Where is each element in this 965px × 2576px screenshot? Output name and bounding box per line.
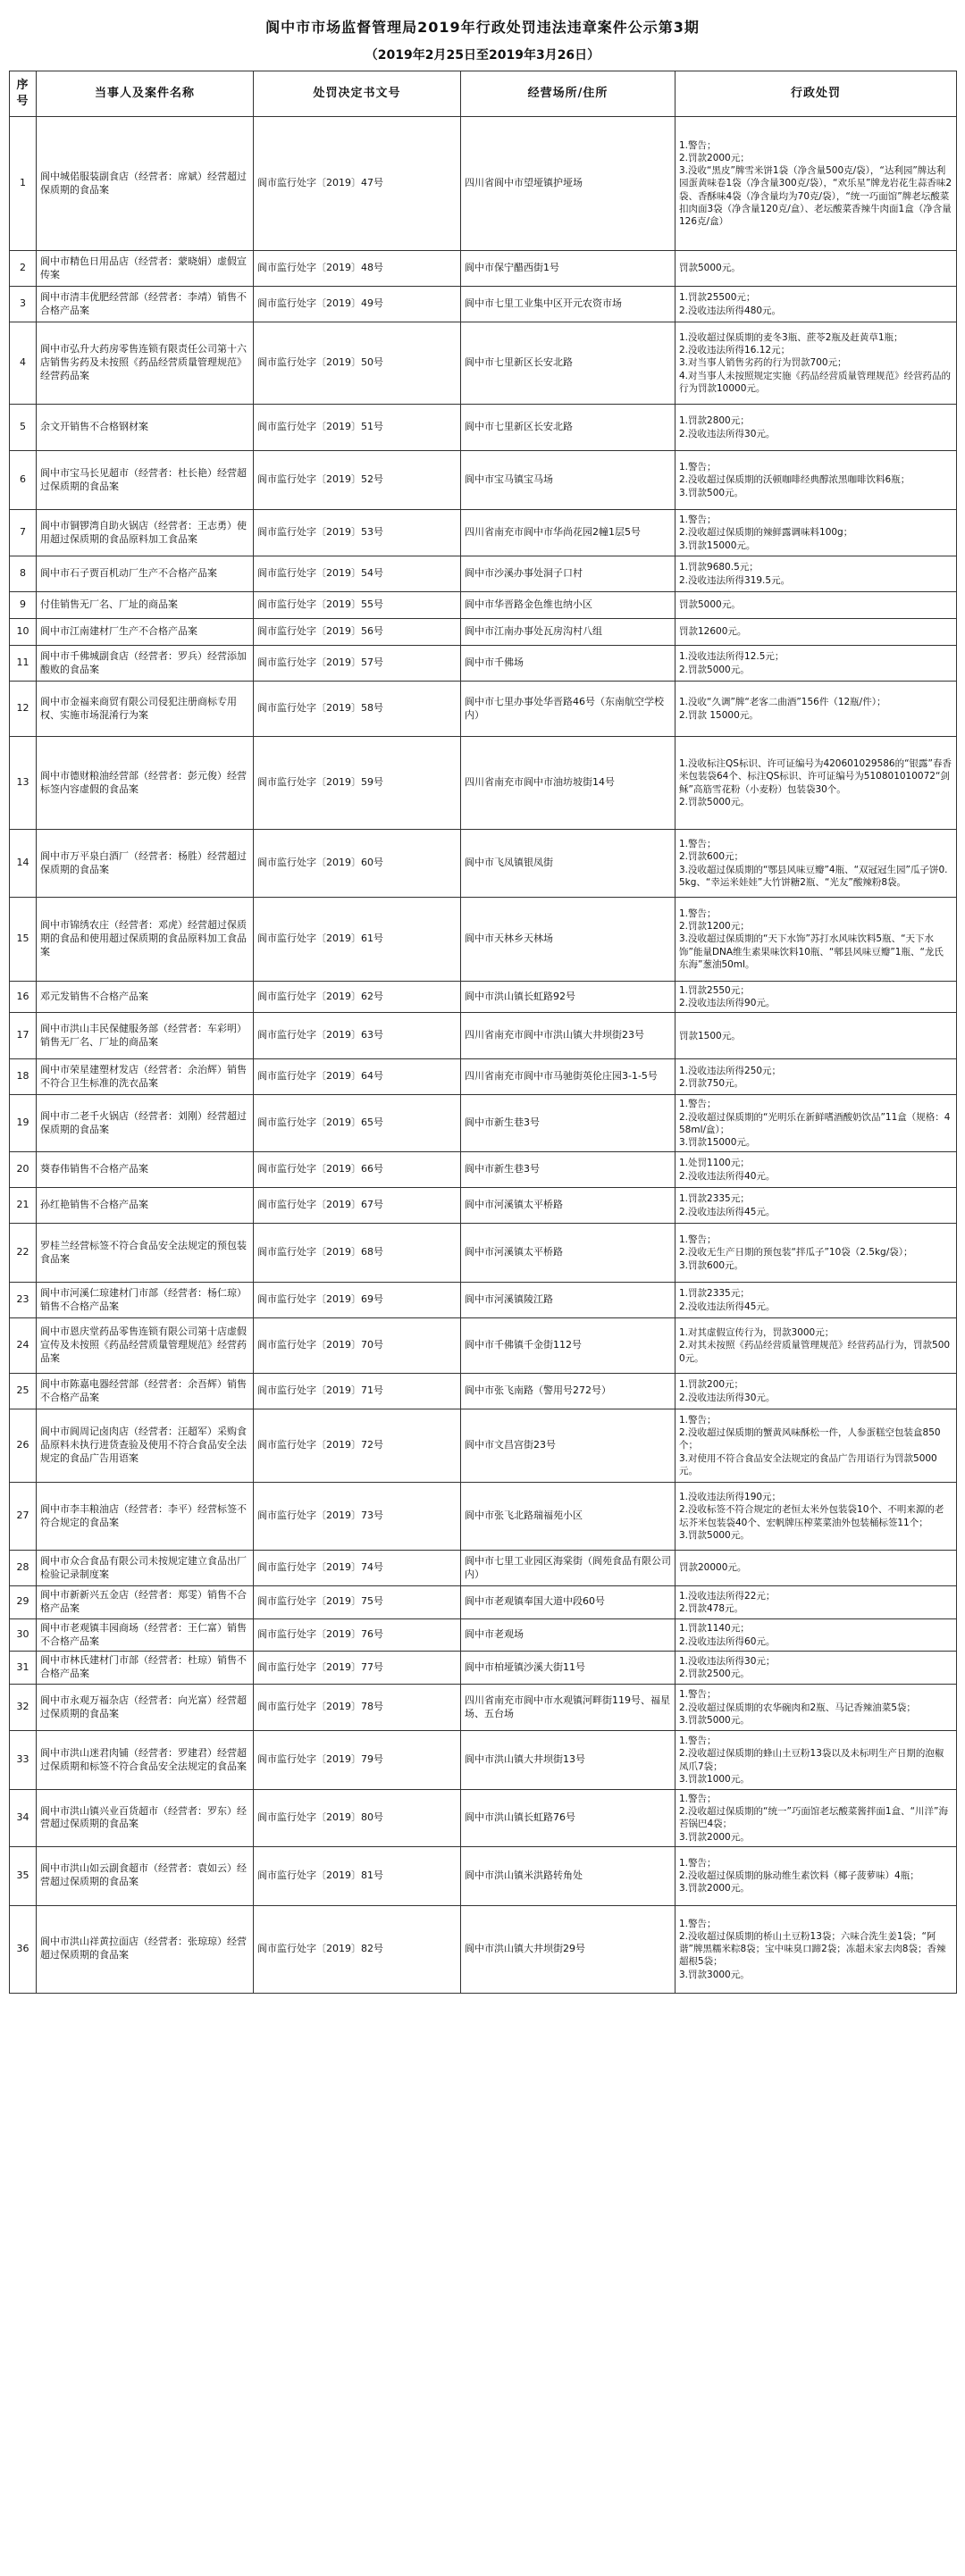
decision-doc-number: 阆市监行处字〔2019〕50号 (254, 322, 461, 405)
administrative-penalty: 1.没收违法所得250元； 2.罚款750元。 (676, 1059, 957, 1095)
administrative-penalty: 1.警告； 2.没收超过保质期的农华碗肉和2瓶、马记香辣油菜5袋； 3.罚款5000元。 (676, 1685, 957, 1731)
decision-doc-number: 阆市监行处字〔2019〕71号 (254, 1374, 461, 1409)
party-case-name: 阆中市德财粮油经营部（经营者：彭元俊）经营标签内容虚假的食品案 (37, 737, 254, 830)
decision-doc-number: 阆市监行处字〔2019〕67号 (254, 1188, 461, 1224)
business-address: 阆中市洪山镇长虹路92号 (461, 982, 676, 1013)
document-subtitle: （2019年2月25日至2019年3月26日） (365, 48, 600, 63)
decision-doc-number: 阆市监行处字〔2019〕49号 (254, 287, 461, 322)
row-number: 7 (10, 510, 37, 556)
party-case-name: 阆中市锦绣农庄（经营者：邓虎）经营超过保质期的食品和使用超过保质期的食品原料加工食品案 (37, 898, 254, 982)
business-address: 阆中市张飞北路瑞福苑小区 (461, 1483, 676, 1551)
administrative-penalty: 1.没收违法所得190元； 2.没收标签不符合规定的老恒太米外包装袋10个、不明来源的老坛芥米包装袋40个、宏帆牌压榨菜菜油外包装桶标签11个； 3.罚款5000元。 (676, 1483, 957, 1551)
party-case-name: 阆中市洪山镇兴业百货超市（经营者：罗东）经营超过保质期的食品案 (37, 1790, 254, 1847)
decision-doc-number: 阆市监行处字〔2019〕62号 (254, 982, 461, 1013)
decision-doc-number: 阆市监行处字〔2019〕82号 (254, 1905, 461, 1993)
administrative-penalty: 1.警告； 2.没收超过保质期的蟹黄风味酥松一件，人参蛋糕空包装盒850个； 3.对使用不符合食品安全法规定的食品广告用语行为罚款5000元。 (676, 1409, 957, 1483)
party-case-name: 余文开销售不合格钢材案 (37, 405, 254, 451)
table-row (10, 682, 957, 737)
administrative-penalty: 1.警告； 2.没收超过保质期的“光明乐在新鲜嗜酒酸奶饮品”11盒（规格：458ml/盒）； 3.罚款15000元。 (676, 1095, 957, 1152)
table-row (10, 619, 957, 646)
row-number: 34 (10, 1790, 37, 1847)
administrative-penalty: 1.警告； 2.没收超过保质期的脉动维生素饮料（椰子菠萝味）4瓶； 3.罚款2000元。 (676, 1846, 957, 1905)
table-row (10, 1409, 957, 1483)
administrative-penalty: 1.警告； 2.罚款1200元； 3.没收超过保质期的“天下水饰”苏打水风味饮料5瓶、“天下水饰”能量DNA维生素果味饮料10瓶、“郫县风味豆瓣”1瓶、“龙氏东海”葱油50ml。 (676, 898, 957, 982)
business-address: 阆中市河溪镇太平桥路 (461, 1188, 676, 1224)
row-number: 35 (10, 1846, 37, 1905)
decision-doc-number: 阆市监行处字〔2019〕77号 (254, 1652, 461, 1685)
business-address: 阆中市新生巷3号 (461, 1152, 676, 1188)
row-number: 15 (10, 898, 37, 982)
business-address: 阆中市保宁醋西街1号 (461, 251, 676, 287)
decision-doc-number: 阆市监行处字〔2019〕80号 (254, 1790, 461, 1847)
administrative-penalty: 1.罚款9680.5元； 2.没收违法所得319.5元。 (676, 556, 957, 592)
administrative-penalty: 1.罚款25500元； 2.没收违法所得480元。 (676, 287, 957, 322)
administrative-penalty: 1.罚款1140元； 2.没收违法所得60元。 (676, 1618, 957, 1652)
decision-doc-number: 阆市监行处字〔2019〕54号 (254, 556, 461, 592)
administrative-penalty: 1.没收超过保质期的麦冬3瓶、蔗苓2瓶及赶黄草1瓶； 2.没收违法所得16.12元； 3.对当事人销售劣药的行为罚款700元； 4.对当事人未按照规定实施《药品经营质量管理规范》经营药品的行为罚款10000元。 (676, 322, 957, 405)
table-row (10, 830, 957, 898)
decision-doc-number: 阆市监行处字〔2019〕64号 (254, 1059, 461, 1095)
decision-doc-number: 阆市监行处字〔2019〕58号 (254, 682, 461, 737)
table-row (10, 117, 957, 251)
row-number: 1 (10, 117, 37, 251)
row-number: 28 (10, 1551, 37, 1586)
business-address: 阆中市飞凤镇银凤街 (461, 830, 676, 898)
party-case-name: 阆中市洪山迷君肉铺（经营者：罗建君）经营超过保质期和标签不符合食品安全法规定的食品案 (37, 1731, 254, 1790)
row-number: 4 (10, 322, 37, 405)
administrative-penalty: 罚款12600元。 (676, 619, 957, 646)
table-row (10, 1059, 957, 1095)
party-case-name: 阆中市老观镇丰园商场（经营者：王仁富）销售不合格产品案 (37, 1618, 254, 1652)
row-number: 19 (10, 1095, 37, 1152)
table-row (10, 1483, 957, 1551)
administrative-penalty: 罚款5000元。 (676, 251, 957, 287)
business-address: 阆中市千佛场 (461, 646, 676, 682)
table-row (10, 1685, 957, 1731)
business-address: 阆中市宝马镇宝马场 (461, 451, 676, 510)
row-number: 29 (10, 1586, 37, 1619)
row-number: 13 (10, 737, 37, 830)
decision-doc-number: 阆市监行处字〔2019〕74号 (254, 1551, 461, 1586)
administrative-penalty: 罚款20000元。 (676, 1551, 957, 1586)
administrative-penalty: 1.没收“久调”牌“老客二曲酒”156件（12瓶/件）； 2.罚款 15000元。 (676, 682, 957, 737)
header-doc: 处罚决定书文号 (254, 71, 461, 117)
party-case-name: 阆中城偌服装副食店（经营者：席斌）经营超过保质期的食品案 (37, 117, 254, 251)
business-address: 阆中市洪山镇米洪路转角处 (461, 1846, 676, 1905)
row-number: 16 (10, 982, 37, 1013)
decision-doc-number: 阆市监行处字〔2019〕66号 (254, 1152, 461, 1188)
party-case-name: 阆中市二老千火锅店（经营者：刘刚）经营超过保质期的食品案 (37, 1095, 254, 1152)
business-address: 四川省南充市阆中市华尚花园2幢1层5号 (461, 510, 676, 556)
decision-doc-number: 阆市监行处字〔2019〕69号 (254, 1283, 461, 1318)
header-name: 当事人及案件名称 (37, 71, 254, 117)
decision-doc-number: 阆市监行处字〔2019〕81号 (254, 1846, 461, 1905)
decision-doc-number: 阆市监行处字〔2019〕60号 (254, 830, 461, 898)
table-row (10, 1224, 957, 1283)
business-address: 阆中市千佛镇千金街112号 (461, 1318, 676, 1374)
row-number: 24 (10, 1318, 37, 1374)
party-case-name: 阆中市恩庆堂药品零售连锁有限公司第十店虚假宣传及未按照《药品经营质量管理规范》经营药品案 (37, 1318, 254, 1374)
table-row (10, 1152, 957, 1188)
business-address: 阆中市新生巷3号 (461, 1095, 676, 1152)
row-number: 3 (10, 287, 37, 322)
administrative-penalty: 1.没收违法所得12.5元； 2.罚款5000元。 (676, 646, 957, 682)
party-case-name: 邓元发销售不合格产品案 (37, 982, 254, 1013)
decision-doc-number: 阆市监行处字〔2019〕78号 (254, 1685, 461, 1731)
administrative-penalty: 1.对其虚假宣传行为，罚款3000元； 2.对其未按照《药品经营质量管理规范》经营药品行为，罚款5000元。 (676, 1318, 957, 1374)
table-row (10, 1551, 957, 1586)
table-row (10, 251, 957, 287)
table-row (10, 1188, 957, 1224)
party-case-name: 罗桂兰经营标签不符合食品安全法规定的预包装食品案 (37, 1224, 254, 1283)
row-number: 31 (10, 1652, 37, 1685)
row-number: 30 (10, 1618, 37, 1652)
party-case-name: 阆中市洪山祥黄拉面店（经营者：张琼琼）经营超过保质期的食品案 (37, 1905, 254, 1993)
party-case-name: 阆中市阆周记卤肉店（经营者：汪超军）采购食品原料未执行进货查验及使用不符合食品安全法规定的食品广告用语案 (37, 1409, 254, 1483)
table-body (10, 117, 957, 1994)
party-case-name: 阆中市江南建材厂生产不合格产品案 (37, 619, 254, 646)
administrative-penalty: 1.警告； 2.罚款600元； 3.没收超过保质期的“鄂县风味豆瓣”4瓶、“双冠冠生园”瓜子饼0.5kg、“幸运米娃娃”大竹饼糖2瓶、“光友”酸辣粉8袋。 (676, 830, 957, 898)
decision-doc-number: 阆市监行处字〔2019〕52号 (254, 451, 461, 510)
decision-doc-number: 阆市监行处字〔2019〕68号 (254, 1224, 461, 1283)
decision-doc-number: 阆市监行处字〔2019〕75号 (254, 1586, 461, 1619)
row-number: 26 (10, 1409, 37, 1483)
table-row (10, 556, 957, 592)
row-number: 5 (10, 405, 37, 451)
row-number: 33 (10, 1731, 37, 1790)
row-number: 12 (10, 682, 37, 737)
party-case-name: 孙红艳销售不合格产品案 (37, 1188, 254, 1224)
document-title: 阆中市市场监督管理局2019年行政处罚违法违章案件公示第3期 (265, 19, 700, 36)
administrative-penalty: 1.罚款200元； 2.没收违法所得30元。 (676, 1374, 957, 1409)
business-address: 阆中市河溪镇太平桥路 (461, 1224, 676, 1283)
administrative-penalty: 1.没收违法所得30元； 2.罚款2500元。 (676, 1652, 957, 1685)
decision-doc-number: 阆市监行处字〔2019〕70号 (254, 1318, 461, 1374)
party-case-name: 付佳销售无厂名、厂址的商品案 (37, 592, 254, 619)
decision-doc-number: 阆市监行处字〔2019〕48号 (254, 251, 461, 287)
party-case-name: 阆中市众合食品有限公司未按规定建立食品出厂检验记录制度案 (37, 1551, 254, 1586)
decision-doc-number: 阆市监行处字〔2019〕79号 (254, 1731, 461, 1790)
party-case-name: 阆中市千佛城副食店（经营者：罗兵）经营添加酸败的食品案 (37, 646, 254, 682)
row-number: 11 (10, 646, 37, 682)
business-address: 阆中市柏垭镇沙溪大街11号 (461, 1652, 676, 1685)
business-address: 阆中市洪山镇长虹路76号 (461, 1790, 676, 1847)
business-address: 阆中市老观场 (461, 1618, 676, 1652)
table-row (10, 592, 957, 619)
table-row (10, 737, 957, 830)
header-penalty: 行政处罚 (676, 71, 957, 117)
decision-doc-number: 阆市监行处字〔2019〕72号 (254, 1409, 461, 1483)
party-case-name: 阆中市永观万福杂店（经营者：向光富）经营超过保质期的食品案 (37, 1685, 254, 1731)
business-address: 阆中市七里新区长安北路 (461, 322, 676, 405)
table-row (10, 1586, 957, 1619)
business-address: 阆中市华晋路金色维也纳小区 (461, 592, 676, 619)
table-row (10, 322, 957, 405)
row-number: 36 (10, 1905, 37, 1993)
administrative-penalty: 1.罚款2335元； 2.没收违法所得45元。 (676, 1283, 957, 1318)
administrative-penalty: 1.警告； 2.没收超过保质期的桥山土豆粉13袋；六味合洗生姜1袋；“阿谐”牌黑糯米粽8袋；宝中味臭口蹄2袋；冻超未家去肉8袋；香辣超根5袋； 3.罚款3000元。 (676, 1905, 957, 1993)
administrative-penalty: 1.没收标注QS标识、许可证编号为42060102958​6的“银露”春香米包装袋64个、标注QS标识、许可证编号为51080101​0072“剑稣”高筋雪花粉（小麦粉）包装袋30个。 2.罚款5000元。 (676, 737, 957, 830)
administrative-penalty: 1.警告； 2.没收超过保质期的蜂山土豆粉13袋以及未标明生产日期的泡椒凤爪7袋； 3.罚款1000元。 (676, 1731, 957, 1790)
business-address: 四川省南充市阆中市洪山镇大井坝街23号 (461, 1013, 676, 1059)
party-case-name: 阆中市宝马长见超市（经营者：杜长艳）经营超过保质期的食品案 (37, 451, 254, 510)
party-case-name: 阆中市荣星建塑材发店（经营者：余治辉）销售不符合卫生标准的洗衣品案 (37, 1059, 254, 1095)
administrative-penalty: 1.没收违法所得22元； 2.罚款478元。 (676, 1586, 957, 1619)
party-case-name: 阆中市金福来商贸有限公司侵犯注册商标专用权、实施市场混淆行为案 (37, 682, 254, 737)
table-row (10, 1618, 957, 1652)
table-row (10, 982, 957, 1013)
table-row (10, 510, 957, 556)
decision-doc-number: 阆市监行处字〔2019〕76号 (254, 1618, 461, 1652)
table-row (10, 1318, 957, 1374)
business-address: 阆中市天林乡天林场 (461, 898, 676, 982)
decision-doc-number: 阆市监行处字〔2019〕61号 (254, 898, 461, 982)
row-number: 2 (10, 251, 37, 287)
administrative-penalty: 1.警告； 2.没收无生产日期的预包装“拌瓜子”10袋（2.5kg/袋）； 3.罚款600元。 (676, 1224, 957, 1283)
decision-doc-number: 阆市监行处字〔2019〕59号 (254, 737, 461, 830)
business-address: 四川省南充市阆中市水观镇河畔街119号、福星场、五台场 (461, 1685, 676, 1731)
row-number: 18 (10, 1059, 37, 1095)
party-case-name: 阆中市洪山如云副食超市（经营者：袁如云）经营超过保质期的食品案 (37, 1846, 254, 1905)
decision-doc-number: 阆市监行处字〔2019〕53号 (254, 510, 461, 556)
business-address: 阆中市文昌宫街23号 (461, 1409, 676, 1483)
table-header-row (10, 71, 957, 117)
table-row (10, 646, 957, 682)
party-case-name: 阆中市石子贾百机动厂生产不合格产品案 (37, 556, 254, 592)
business-address: 阆中市七里工业园区海棠街（阆苑食品有限公司内） (461, 1551, 676, 1586)
business-address: 阆中市洪山镇大井坝街29号 (461, 1905, 676, 1993)
administrative-penalty: 1.罚款2800元； 2.没收违法所得30元。 (676, 405, 957, 451)
business-address: 阆中市河溪镇陵江路 (461, 1283, 676, 1318)
row-number: 14 (10, 830, 37, 898)
party-case-name: 阆中市林氏建材门市部（经营者：杜琼）销售不合格产品案 (37, 1652, 254, 1685)
decision-doc-number: 阆市监行处字〔2019〕51号 (254, 405, 461, 451)
business-address: 四川省南充市阆中市马驰街英伦庄园3-1-5号 (461, 1059, 676, 1095)
row-number: 17 (10, 1013, 37, 1059)
row-number: 8 (10, 556, 37, 592)
party-case-name: 阆中市铜锣湾自助火锅店（经营者：王志勇）使用超过保质期的食品原料加工食品案 (37, 510, 254, 556)
party-case-name: 阆中市李丰粮油店（经营者：李平）经营标签不符合规定的食品案 (37, 1483, 254, 1551)
decision-doc-number: 阆市监行处字〔2019〕73号 (254, 1483, 461, 1551)
party-case-name: 阆中市陈嘉电器经营部（经营者：余吾辉）销售不合格产品案 (37, 1374, 254, 1409)
table-row (10, 1374, 957, 1409)
table-row (10, 1095, 957, 1152)
decision-doc-number: 阆市监行处字〔2019〕57号 (254, 646, 461, 682)
row-number: 6 (10, 451, 37, 510)
table-row (10, 1013, 957, 1059)
table-row (10, 1652, 957, 1685)
row-number: 23 (10, 1283, 37, 1318)
administrative-penalty: 1.罚款2550元； 2.没收违法所得90元。 (676, 982, 957, 1013)
table-row (10, 405, 957, 451)
table-row (10, 898, 957, 982)
row-number: 32 (10, 1685, 37, 1731)
administrative-penalty: 1.警告； 2.没收超过保质期的沃顿咖啡经典醇浓黑咖啡饮料6瓶； 3.罚款500元。 (676, 451, 957, 510)
administrative-penalty: 1.警告； 2.没收超过保质期的“统一”巧面馆老坛酸菜酱拌面1盒、“川洋”海苔锅巴4袋； 3.罚款2000元。 (676, 1790, 957, 1847)
business-address: 四川省南充市阆中市油坊坡街14号 (461, 737, 676, 830)
administrative-penalty: 1.警告； 2.罚款2000元； 3.没收“黑皮”牌雪米饼1袋（净含量500克/袋），“达利园”牌达利园蛋黄味卷1袋（净含量300克/袋），“欢乐星”牌龙岩花生蒜香味2袋、香酥味4袋（净含量均为70克/袋），“统一巧面馆”牌老坛酸菜扣肉面3袋（净含量120克/盒）、老坛酸菜香辣牛肉面1盒（净含量126克/盒） (676, 117, 957, 251)
administrative-penalty: 1.处罚1100元； 2.没收违法所得40元。 (676, 1152, 957, 1188)
row-number: 21 (10, 1188, 37, 1224)
decision-doc-number: 阆市监行处字〔2019〕56号 (254, 619, 461, 646)
business-address: 阆中市七里工业集中区开元农资市场 (461, 287, 676, 322)
header-addr: 经营场所/住所 (461, 71, 676, 117)
business-address: 阆中市江南办事处瓦房沟村八组 (461, 619, 676, 646)
party-case-name: 阆中市精色日用品店（经营者：蒙晓娟）虚假宣传案 (37, 251, 254, 287)
table-row (10, 287, 957, 322)
party-case-name: 阆中市万平泉白酒厂（经营者：杨胜）经营超过保质期的食品案 (37, 830, 254, 898)
table-row (10, 1846, 957, 1905)
table-row (10, 1790, 957, 1847)
row-number: 10 (10, 619, 37, 646)
party-case-name: 葵春伟销售不合格产品案 (37, 1152, 254, 1188)
table-row (10, 1283, 957, 1318)
party-case-name: 阆中市洪山丰民保健服务部（经营者：车彩明）销售无厂名、厂址的商品案 (37, 1013, 254, 1059)
business-address: 阆中市洪山镇大井坝街13号 (461, 1731, 676, 1790)
business-address: 阆中市老观镇奉国大道中段60号 (461, 1586, 676, 1619)
decision-doc-number: 阆市监行处字〔2019〕47号 (254, 117, 461, 251)
decision-doc-number: 阆市监行处字〔2019〕55号 (254, 592, 461, 619)
party-case-name: 阆中市清丰优肥经营部（经营者：李靖）销售不合格产品案 (37, 287, 254, 322)
party-case-name: 阆中市河溪仁琼建材门市部（经营者：杨仁琼）销售不合格产品案 (37, 1283, 254, 1318)
administrative-penalty: 罚款1500元。 (676, 1013, 957, 1059)
decision-doc-number: 阆市监行处字〔2019〕65号 (254, 1095, 461, 1152)
administrative-penalty: 1.警告； 2.没收超过保质期的辣鲜露调味料100g； 3.罚款15000元。 (676, 510, 957, 556)
row-number: 25 (10, 1374, 37, 1409)
table-row (10, 1905, 957, 1993)
party-case-name: 阆中市新新兴五金店（经营者：郑雯）销售不合格产品案 (37, 1586, 254, 1619)
table-row (10, 1731, 957, 1790)
administrative-penalty: 1.罚款2335元； 2.没收违法所得45元。 (676, 1188, 957, 1224)
penalty-table (9, 71, 957, 1994)
business-address: 阆中市七里办事处华晋路46号（东南航空学校内） (461, 682, 676, 737)
party-case-name: 阆中市弘升大药房零售连锁有限责任公司第十六店销售劣药及未按照《药品经营质量管理规范》经营药品案 (37, 322, 254, 405)
business-address: 四川省阆中市望垭镇护垭场 (461, 117, 676, 251)
administrative-penalty: 罚款5000元。 (676, 592, 957, 619)
row-number: 27 (10, 1483, 37, 1551)
decision-doc-number: 阆市监行处字〔2019〕63号 (254, 1013, 461, 1059)
header-no: 序号 (10, 71, 37, 117)
row-number: 22 (10, 1224, 37, 1283)
table-row (10, 451, 957, 510)
business-address: 阆中市沙溪办事处洞子口村 (461, 556, 676, 592)
row-number: 20 (10, 1152, 37, 1188)
row-number: 9 (10, 592, 37, 619)
business-address: 阆中市七里新区长安北路 (461, 405, 676, 451)
business-address: 阆中市张飞南路（警用号272号） (461, 1374, 676, 1409)
